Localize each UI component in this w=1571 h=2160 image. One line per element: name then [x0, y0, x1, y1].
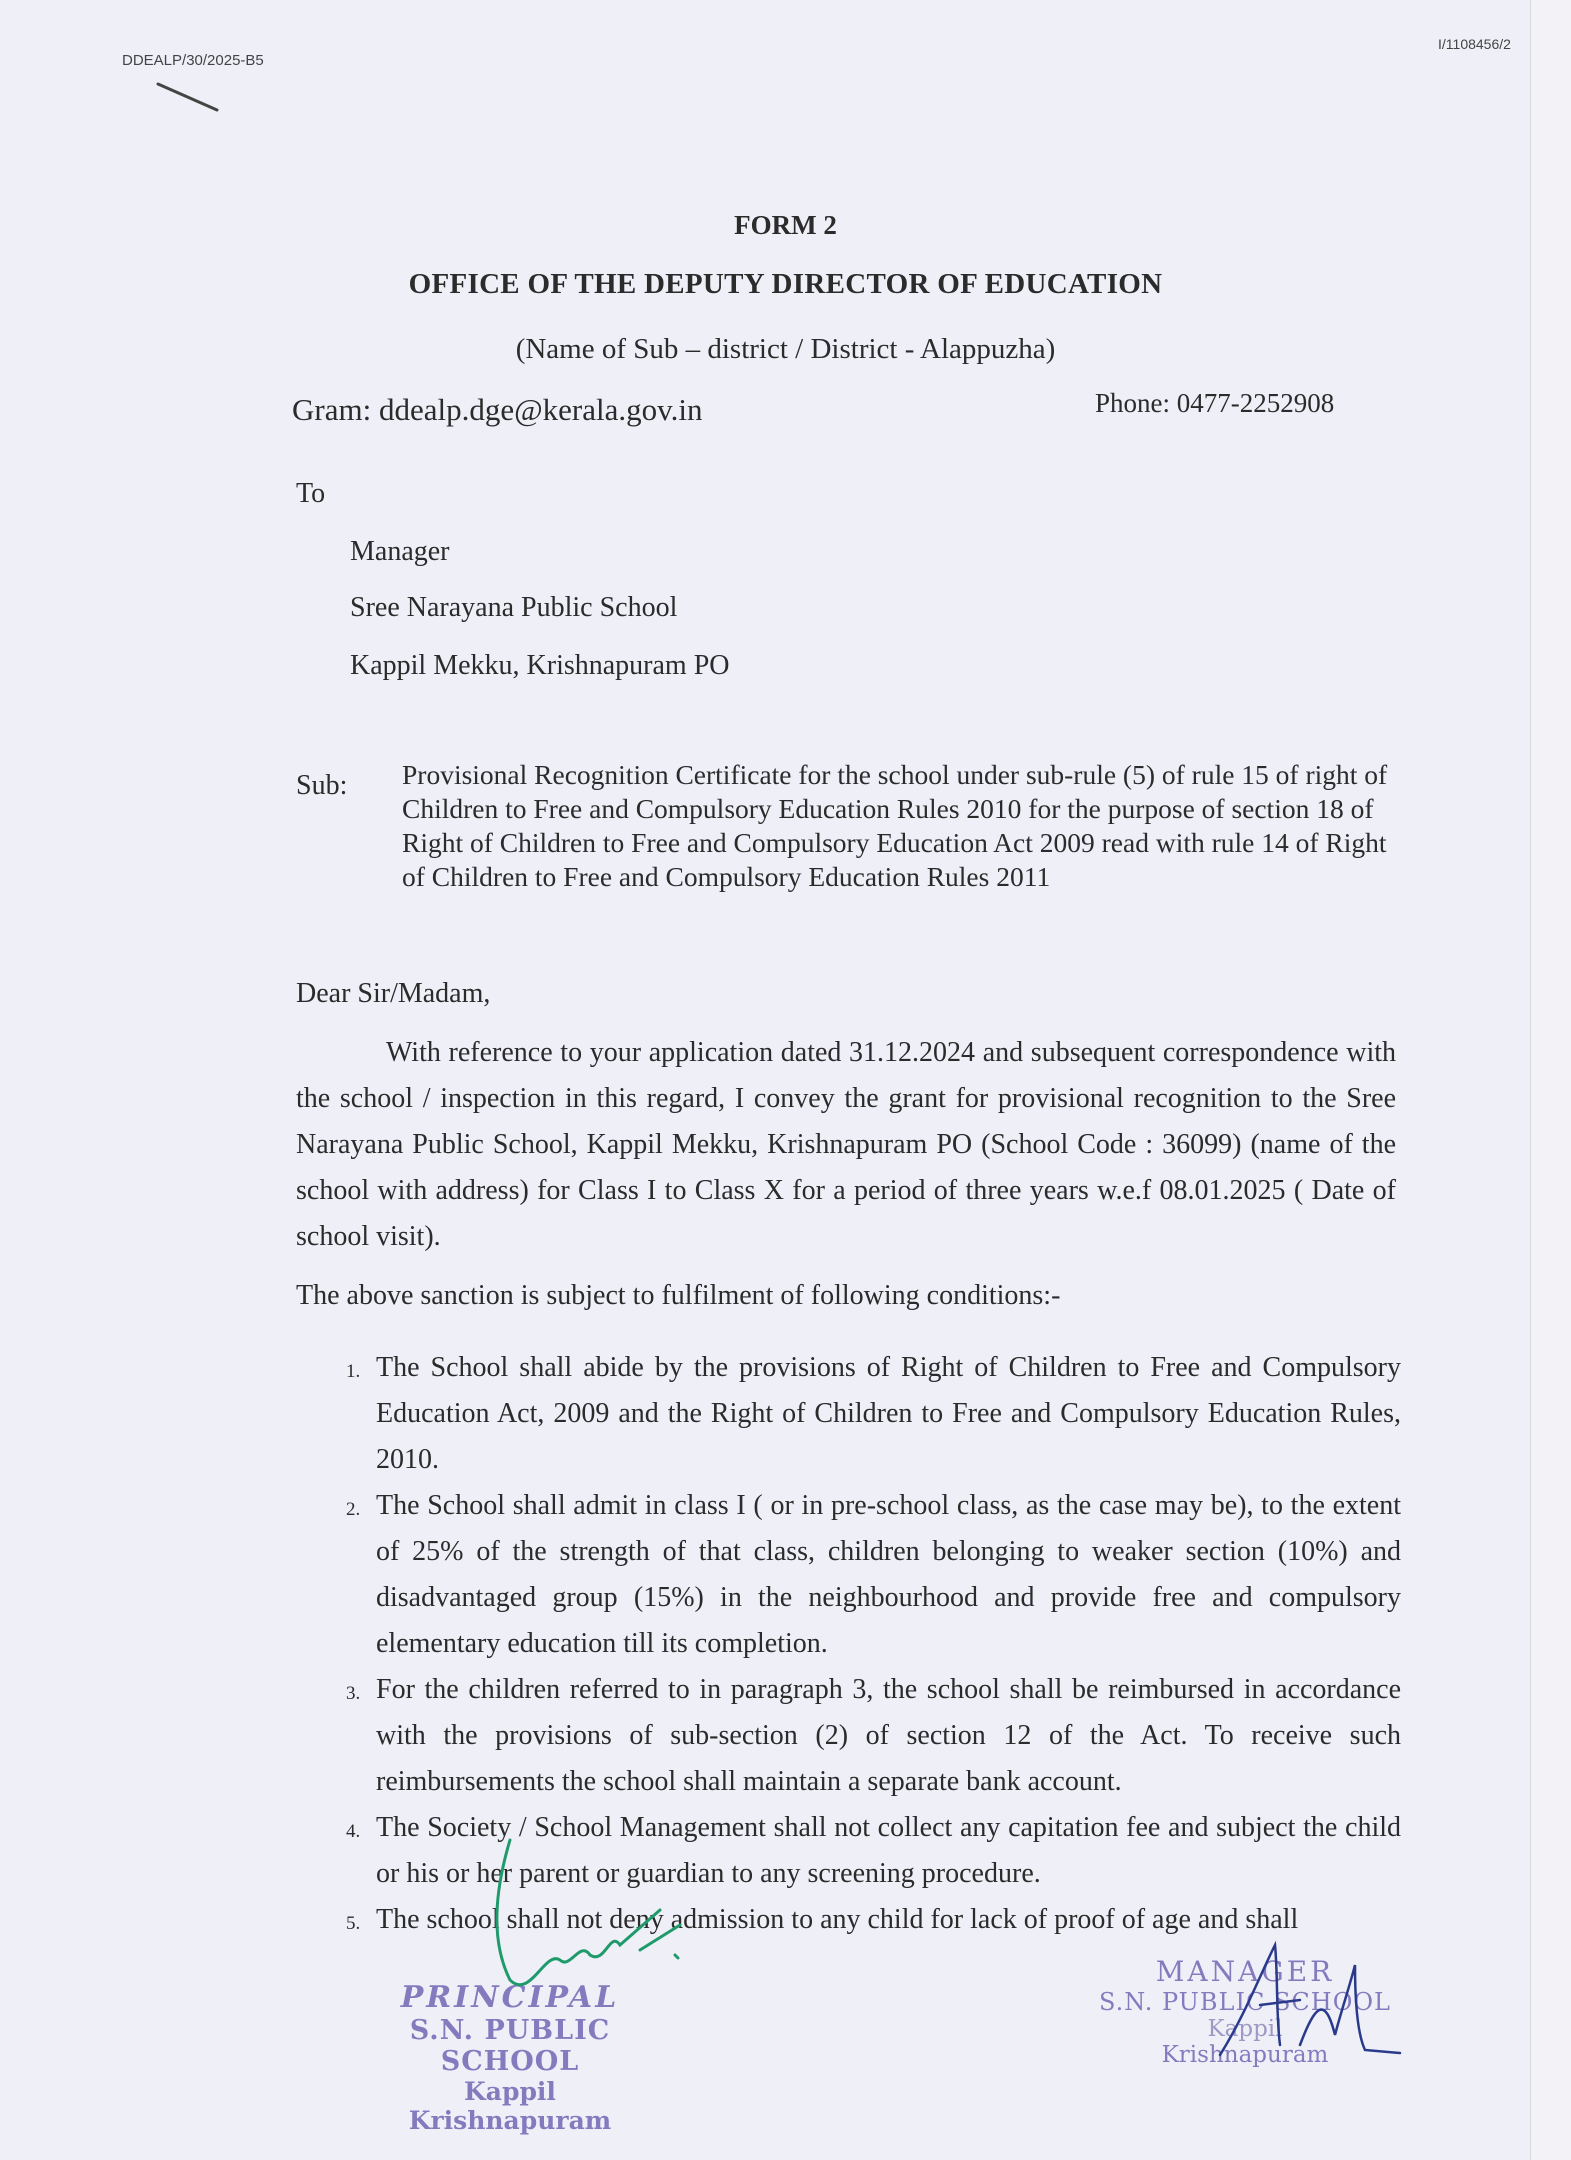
conditions-list	[296, 1345, 1401, 1943]
pen-mark	[155, 78, 225, 118]
condition-item	[296, 1345, 1401, 1483]
principal-stamp: PRINCIPAL S.N. PUBLIC SCHOOL Kappil Krishnapuram	[400, 1980, 620, 2135]
form-title: FORM 2	[734, 210, 837, 240]
body-paragraph-text: With reference to your application dated 31.12.2024 and subsequent correspondence with the school / inspection in this regard, I convey the grant for provisional recognition to the Sree Narayana Public School, Kappil Mekku, Krishnapuram PO (School Code : 36099) (name of the school with address) for Class I to Class X for a period of three years w.e.f 08.01.2025 ( Date of school visit).	[296, 1037, 1396, 1252]
document-number: I/1108456/2	[1438, 36, 1511, 52]
condition-item	[296, 1667, 1401, 1805]
manager-stamp: MANAGER S.N. PUBLIC SCHOOL Kappil Krishnapuram	[1099, 1955, 1391, 2068]
phone-number: Phone: 0477-2252908	[1095, 388, 1335, 418]
condition-number: 3.	[346, 1683, 361, 1704]
condition-number: 2.	[346, 1499, 361, 1520]
office-title: OFFICE OF THE DEPUTY DIRECTOR OF EDUCATION	[408, 268, 1163, 300]
condition-text: The School shall abide by the provisions of Right of Children to Free and Compulsory Education Act, 2009 and the Right of Children to Free and Compulsory Education Rules, 2010.	[376, 1352, 1401, 1475]
gram-email: Gram: ddealp.dge@kerala.gov.in	[292, 392, 703, 427]
manager-signature	[1190, 1935, 1410, 2075]
district-line: (Name of Sub – district / District - Alappuzha)	[515, 333, 1056, 365]
condition-item	[296, 1483, 1401, 1667]
condition-number: 4.	[346, 1821, 361, 1842]
condition-text: The School shall admit in class I ( or in pre-school class, as the case may be), to the extent of 25% of the strength of that class, children belonging to weaker section (10%) and disadvantaged group (15%) in the neighbourhood and provide free and compulsory elementary education till its completion.	[376, 1490, 1401, 1659]
condition-number: 5.	[346, 1913, 361, 1934]
to-label: To	[296, 478, 326, 509]
principal-signature	[470, 1830, 690, 2010]
addressee-line: Sree Narayana Public School	[350, 592, 678, 623]
body-paragraph	[296, 1030, 1396, 1260]
addressee-line: Manager	[350, 536, 450, 567]
subject-label: Sub:	[296, 770, 348, 801]
addressee-line: Kappil Mekku, Krishnapuram PO	[350, 650, 730, 681]
conditions-intro: The above sanction is subject to fulfilment of following conditions:-	[296, 1280, 1061, 1311]
subject-text: Provisional Recognition Certificate for the school under sub-rule (5) of rule 15 of right of Children to Free and Compulsory Education Rules 2010 for the purpose of section 18 of Right of Children to Free and Compulsory Education Act 2009 read with rule 14 of Right of Children to Free and Compulsory Education Rules 2011	[402, 759, 1388, 892]
salutation: Dear Sir/Madam,	[296, 978, 491, 1009]
condition-text: For the children referred to in paragraph 3, the school shall be reimbursed in accordance with the provisions of sub-section (2) of section 12 of the Act. To receive such reimbursements the school shall maintain a separate bank account.	[376, 1674, 1401, 1797]
file-reference: DDEALP/30/2025-B5	[122, 52, 264, 69]
condition-text: The school shall not deny admission to any child for lack of proof of age and shall	[376, 1904, 1299, 1935]
condition-text: The Society / School Management shall not collect any capitation fee and subject the child or his or her parent or guardian to any screening procedure.	[376, 1812, 1401, 1889]
condition-item	[296, 1805, 1401, 1897]
condition-number: 1.	[346, 1361, 361, 1382]
